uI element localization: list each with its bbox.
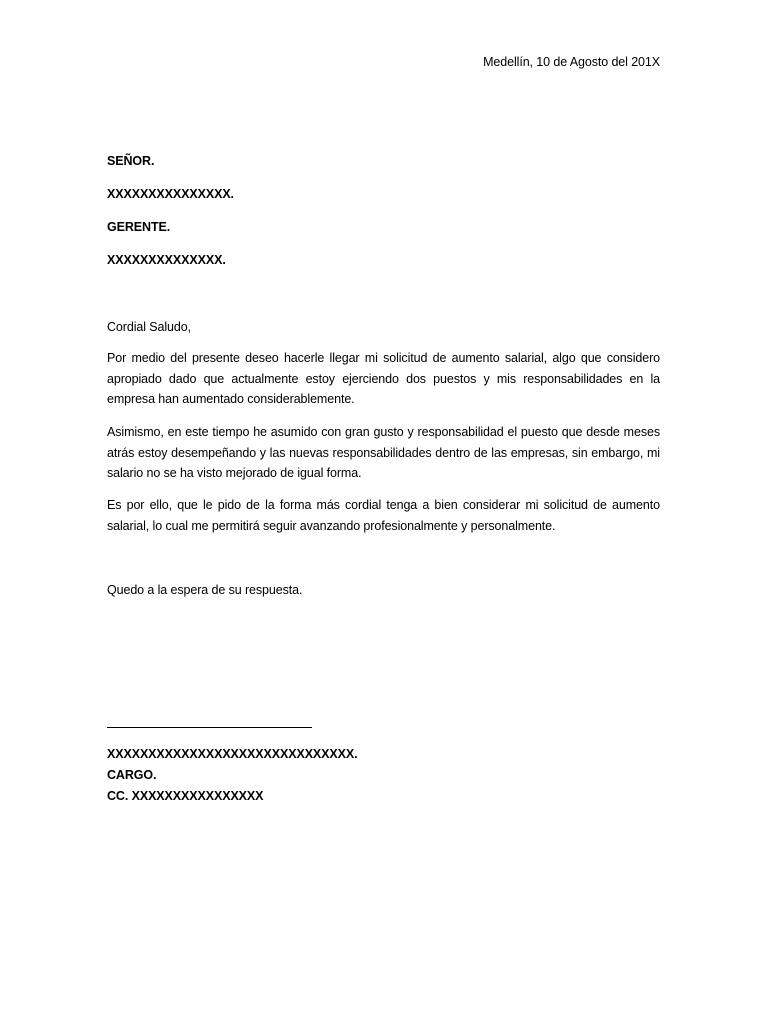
- greeting: Cordial Saludo,: [107, 320, 191, 334]
- signature-name: XXXXXXXXXXXXXXXXXXXXXXXXXXXXXX.: [107, 747, 358, 761]
- recipient-title: SEÑOR.: [107, 154, 155, 168]
- body-paragraph-3: Es por ello, que le pido de la forma más cordial tenga a bien considerar mi solicitud de aumento salarial, lo cual me permitirá seguir avanzando profesionalmente y personalmente.: [107, 498, 660, 533]
- date-line: Medellín, 10 de Agosto del 201X: [483, 55, 660, 69]
- recipient-name: XXXXXXXXXXXXXXX.: [107, 187, 234, 201]
- recipient-position: GERENTE.: [107, 220, 171, 234]
- body-paragraph-1: Por medio del presente deseo hacerle llegar mi solicitud de aumento salarial, algo que considero apropiado dado que actualmente estoy ejerciendo dos puestos y mis responsabilidades en la empresa han aumentado considerablemente.: [107, 351, 660, 406]
- closing-line: Quedo a la espera de su respuesta.: [107, 583, 303, 597]
- signature-line: [107, 727, 312, 728]
- signature-position: CARGO.: [107, 768, 157, 782]
- recipient-company: XXXXXXXXXXXXXX.: [107, 253, 226, 267]
- body-paragraph-2: Asimismo, en este tiempo he asumido con gran gusto y responsabilidad el puesto que desde meses atrás estoy desempeñando y las nuevas responsabilidades dentro de las empresas, sin embargo, mi salario no se ha visto mejorado de igual forma.: [107, 425, 660, 480]
- signature-id: CC. XXXXXXXXXXXXXXXX: [107, 789, 264, 803]
